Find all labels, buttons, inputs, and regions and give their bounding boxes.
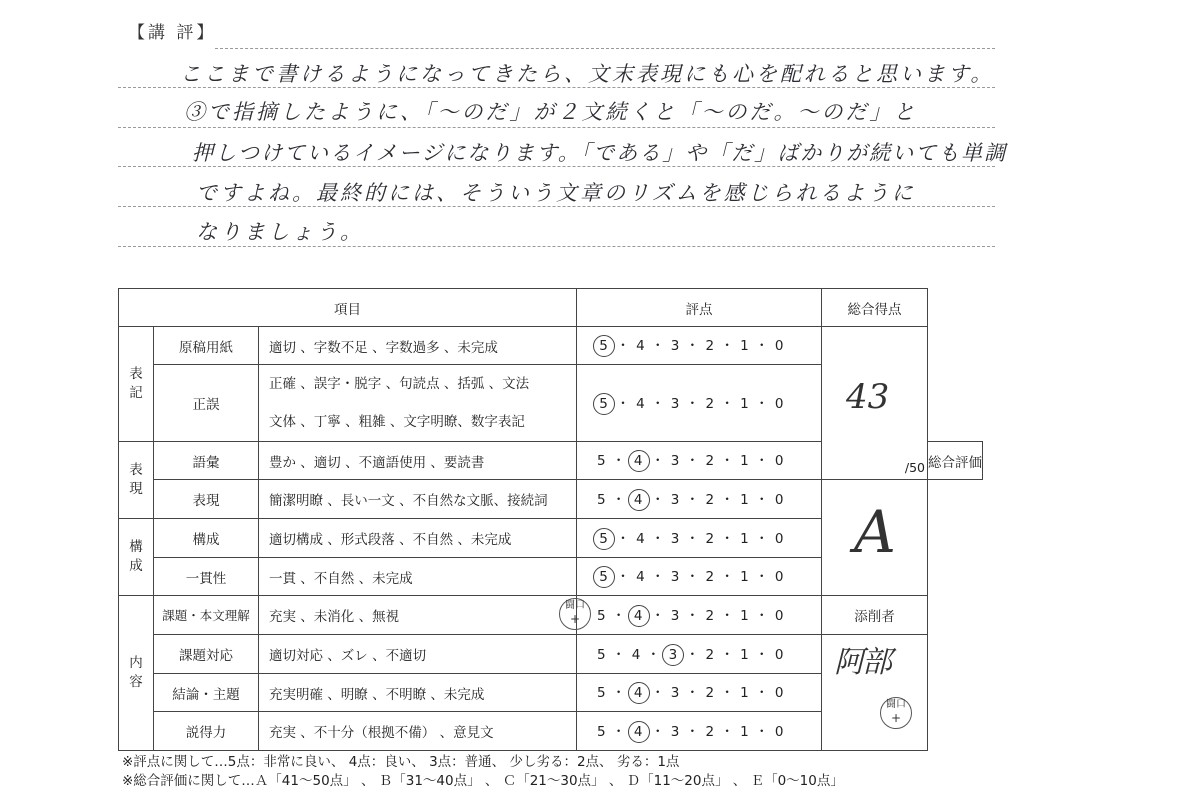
- criteria-ikkansei: 一貫 、不自然 、未完成: [259, 558, 577, 596]
- score-option: 1: [740, 338, 750, 354]
- score-option: 0: [774, 338, 785, 354]
- score-option: 3: [670, 453, 681, 469]
- score-option: 2: [705, 723, 716, 740]
- item-ketsuron: 結論・主題: [154, 674, 259, 712]
- score-option: 0: [774, 569, 785, 585]
- item-goi: 語彙: [154, 442, 259, 480]
- score-option: 1: [740, 530, 750, 547]
- score-option: 4: [636, 569, 646, 585]
- item-kadai-rikai: 課題・本文理解: [154, 596, 259, 635]
- score-option: 5: [597, 491, 607, 508]
- review-line-1: ここまで書けるようになってきたら、文末表現にも心を配れると思います。: [180, 62, 995, 86]
- criteria-kadai-taiou: 適切対応 、ズレ 、不適切: [259, 635, 577, 674]
- score-kousei: 5 ・ 4 ・ 3 ・ 2 ・ 1 ・ 0: [577, 519, 822, 558]
- header-item: 項目: [119, 289, 577, 327]
- score-settoku: 5 ・ 4 ・ 3 ・ 2 ・ 1 ・ 0: [577, 712, 822, 751]
- score-option: 5: [597, 607, 607, 624]
- score-option: 0: [774, 491, 785, 508]
- score-option: 3: [670, 607, 681, 624]
- total-score-cell: [822, 327, 928, 480]
- review-line-3: 押しつけているイメージになります。「である」や「だ」ばかりが続いても単調: [192, 141, 1008, 165]
- score-hyogen: 5 ・ 4 ・ 3 ・ 2 ・ 1 ・ 0: [577, 480, 822, 519]
- score-option: 4: [636, 530, 646, 547]
- score-kadai-rikai: 5 ・ 4 ・ 3 ・ 2 ・ 1 ・ 0: [577, 596, 822, 635]
- score-option-selected: 4: [628, 489, 650, 511]
- score-option: 1: [740, 569, 750, 585]
- score-option: 4: [636, 338, 646, 354]
- category-hyogen: 表 現: [119, 442, 154, 519]
- header-score: 評点: [577, 289, 822, 327]
- score-option: 2: [705, 569, 716, 585]
- corrector-stamp: 闘口 +: [880, 697, 912, 729]
- corrector-cell: [822, 635, 928, 751]
- note-grade-legend: ※総合評価に関して…Ａ「41〜50点」 、 Ｂ「31〜40点」 、 Ｃ「21〜30点」 、 Ｄ「11〜20点」 、 Ｅ「0〜10点」: [122, 773, 844, 789]
- score-option: 5: [597, 685, 607, 701]
- score-option: 0: [774, 395, 785, 412]
- ruled-line: [118, 246, 995, 247]
- score-goi: 5 ・ 4 ・ 3 ・ 2 ・ 1 ・ 0: [577, 442, 822, 480]
- score-option: 1: [740, 723, 750, 740]
- item-genkou: 原稿用紙: [154, 327, 259, 365]
- review-line-2: ③で指摘したように、「〜のだ」が２文続くと「〜のだ。〜のだ」と: [184, 100, 918, 124]
- item-ikkansei: 一貫性: [154, 558, 259, 596]
- score-option: 5: [597, 646, 607, 663]
- score-option: 3: [670, 685, 681, 701]
- score-option: 3: [670, 395, 681, 412]
- score-option: 3: [670, 338, 681, 354]
- total-score: 43: [846, 377, 890, 417]
- score-option-selected: 4: [628, 605, 650, 627]
- score-option-selected: 5: [593, 528, 615, 550]
- score-option: 2: [705, 685, 716, 701]
- criteria-ketsuron: 充実明確 、明瞭 、不明瞭 、未完成: [259, 674, 577, 712]
- criteria-settoku: 充実 、不十分（根拠不備） 、意見文: [259, 712, 577, 751]
- corrector-label: 添削者: [822, 596, 928, 635]
- score-option: 0: [774, 685, 785, 701]
- criteria-kadai-rikai: 充実 、未消化 、無視 闘口 +: [259, 596, 577, 635]
- note-score-legend: ※評点に関して…5点：非常に良い、 4点：良い、 3点：普通、 少し劣る：2点、 劣る：1点: [122, 754, 680, 770]
- criteria-goi: 豊か 、適切 、不適語使用 、要読書: [259, 442, 577, 480]
- score-kadai-taiou: 5 ・ 4 ・ 3 ・ 2 ・ 1 ・ 0: [577, 635, 822, 674]
- examiner-stamp: 闘口 +: [559, 598, 591, 630]
- item-kadai-taiou: 課題対応: [154, 635, 259, 674]
- review-line-5: なりましょう。: [196, 220, 364, 244]
- score-option: 4: [636, 395, 646, 412]
- score-option: 1: [740, 607, 750, 624]
- score-option: 2: [705, 395, 716, 412]
- criteria-kousei: 適切構成 、形式段落 、不自然 、未完成: [259, 519, 577, 558]
- score-option: 2: [705, 338, 716, 354]
- score-option: 3: [670, 530, 681, 547]
- score-option-selected: 5: [593, 335, 615, 357]
- score-option-selected: 4: [628, 721, 650, 743]
- score-option: 3: [670, 723, 681, 740]
- score-option: 2: [705, 530, 716, 547]
- criteria-hyogen: 簡潔明瞭 、長い一文 、不自然な文脈、接続詞: [259, 480, 577, 519]
- review-heading: 【講 評】: [128, 23, 217, 43]
- score-option-selected: 4: [628, 682, 650, 704]
- criteria-genkou: 適切 、字数不足 、字数過多 、未完成: [259, 327, 577, 365]
- corrector-signature: 阿部: [834, 645, 890, 680]
- item-hyogen: 表現: [154, 480, 259, 519]
- score-option: 2: [705, 491, 716, 508]
- item-seigo: 正誤: [154, 365, 259, 442]
- score-option: 3: [670, 491, 681, 508]
- score-option: 3: [670, 569, 681, 585]
- score-option: 5: [597, 453, 607, 469]
- score-option: 1: [740, 453, 750, 469]
- score-option: 5: [597, 723, 607, 740]
- score-option: 0: [774, 453, 785, 469]
- score-option: 2: [705, 607, 716, 624]
- category-hyoki: 表 記: [119, 327, 154, 442]
- score-option: 1: [740, 646, 750, 663]
- score-option: 1: [740, 491, 750, 508]
- score-option: 0: [774, 530, 785, 547]
- category-kousei: 構 成: [119, 519, 154, 596]
- score-ketsuron: 5 ・ 4 ・ 3 ・ 2 ・ 1 ・ 0: [577, 674, 822, 712]
- item-settoku: 説得力: [154, 712, 259, 751]
- score-option-selected: 5: [593, 393, 615, 415]
- score-option-selected: 5: [593, 566, 615, 588]
- ruled-line: [215, 48, 995, 49]
- review-line-4: ですよね。最終的には、そういう文章のリズムを感じられるように: [196, 181, 916, 205]
- category-naiyo: 内 容: [119, 596, 154, 751]
- overall-grade: A: [854, 498, 896, 566]
- score-option-selected: 3: [662, 644, 684, 666]
- score-ikkansei: 5 ・ 4 ・ 3 ・ 2 ・ 1 ・ 0: [577, 558, 822, 596]
- criteria-seigo: 正確 、誤字・脱字 、句読点 、括弧 、文法 文体 、丁寧 、粗雑 、文字明瞭、数字表記: [259, 365, 577, 442]
- score-genkou: 5 ・ 4 ・ 3 ・ 2 ・ 1 ・ 0: [577, 327, 822, 365]
- grading-table: [118, 288, 983, 751]
- score-option: 4: [631, 646, 642, 663]
- score-option: 2: [705, 646, 716, 663]
- ruled-line: [118, 127, 995, 128]
- overall-grade-cell: [822, 480, 928, 596]
- score-seigo: 5 ・ 4 ・ 3 ・ 2 ・ 1 ・ 0: [577, 365, 822, 442]
- score-option-selected: 4: [628, 450, 650, 472]
- score-option: 1: [740, 685, 750, 701]
- score-option: 2: [705, 453, 716, 469]
- total-max: /50: [904, 460, 925, 475]
- score-option: 0: [774, 723, 785, 740]
- score-option: 0: [774, 646, 785, 663]
- score-option: 0: [774, 607, 785, 624]
- item-kousei: 構成: [154, 519, 259, 558]
- score-option: 1: [740, 395, 750, 412]
- header-total: 総合得点: [822, 289, 928, 327]
- overall-label: 総合評価: [928, 442, 983, 480]
